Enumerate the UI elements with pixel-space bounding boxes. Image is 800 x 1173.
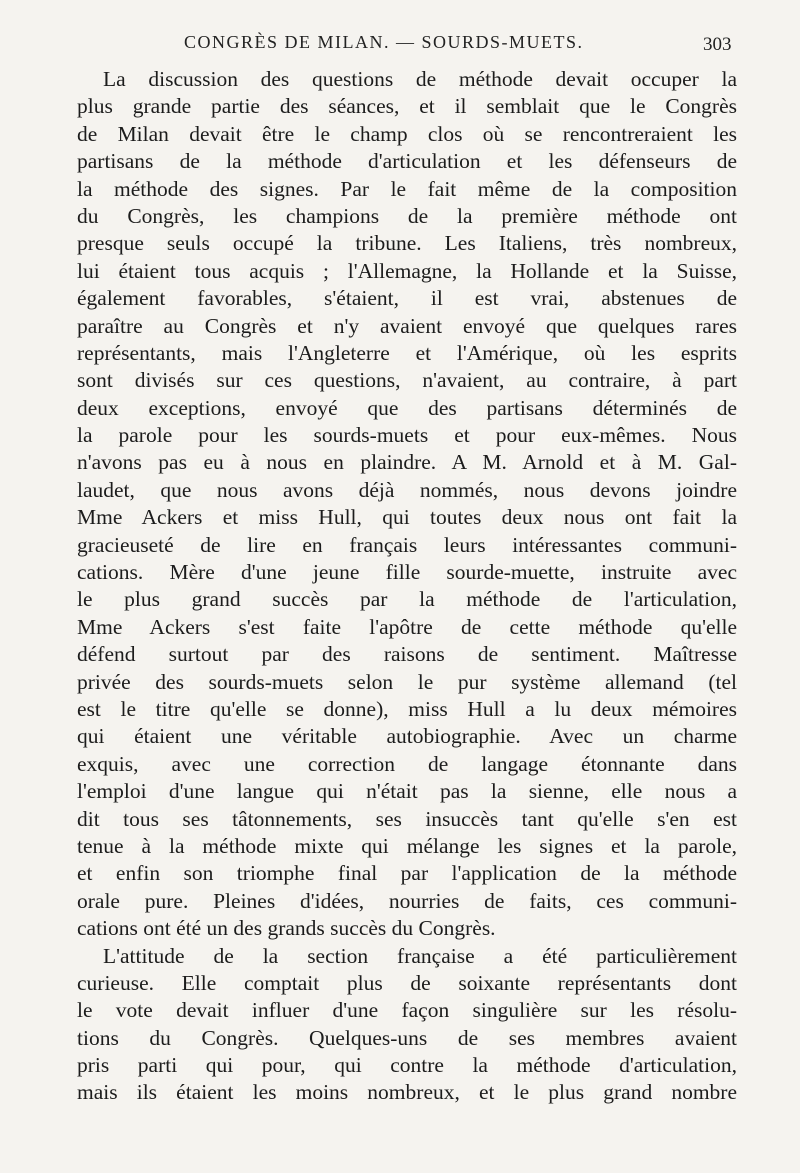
text-line: tions du Congrès. Quelques-uns de ses membres avaient	[77, 1025, 737, 1050]
text-line: curieuse. Elle comptait plus de soixante représentants dont	[77, 970, 737, 995]
text-line: de Milan devait être le champ clos où se rencontreraient les	[77, 121, 737, 146]
text-line: n'avons pas eu à nous en plaindre. A M. Arnold et à M. Gal-	[77, 450, 737, 475]
text-line: orale pure. Pleines d'idées, nourries de faits, ces communi-	[77, 888, 737, 913]
text-line: la parole pour les sourds-muets et pour eux-mêmes. Nous	[77, 423, 737, 448]
text-line: du Congrès, les champions de la première méthode ont	[77, 203, 737, 228]
text-line: partisans de la méthode d'articulation et les défenseurs de	[77, 149, 737, 174]
text-line: qui étaient une véritable autobiographie. Avec un charme	[77, 724, 737, 749]
text-line: et enfin son triomphe final par l'application de la méthode	[77, 861, 737, 886]
page-number: 303	[703, 34, 732, 55]
paragraph	[77, 66, 737, 943]
text-line: dit tous ses tâtonnements, ses insuccès tant qu'elle s'en est	[77, 806, 737, 831]
text-line: l'emploi d'une langue qui n'était pas la sienne, elle nous a	[77, 779, 737, 804]
text-line: représentants, mais l'Angleterre et l'Amérique, où les esprits	[77, 340, 737, 365]
body-text	[77, 66, 737, 1107]
text-line: défend surtout par des raisons de sentiment. Maîtresse	[77, 642, 737, 667]
text-line: L'attitude de la section française a été particulièrement	[103, 943, 737, 968]
text-line: sont divisés sur ces questions, n'avaient, au contraire, à part	[77, 368, 737, 393]
text-line: Mme Ackers et miss Hull, qui toutes deux nous ont fait la	[77, 505, 737, 530]
text-line: plus grande partie des séances, et il semblait que le Congrès	[77, 94, 737, 119]
text-line: Mme Ackers s'est faite l'apôtre de cette méthode qu'elle	[77, 614, 737, 639]
text-line: La discussion des questions de méthode devait occuper la	[103, 67, 737, 91]
page-header	[0, 32, 800, 60]
text-line: cations ont été un des grands succès du Congrès.	[77, 916, 496, 941]
text-line: également favorables, s'étaient, il est vrai, abstenues de	[77, 286, 737, 311]
text-line: presque seuls occupé la tribune. Les Italiens, très nombreux,	[77, 231, 737, 256]
text-line: le plus grand succès par la méthode de l'articulation,	[77, 587, 737, 612]
text-line: tenue à la méthode mixte qui mélange les signes et la parole,	[77, 833, 737, 858]
text-line: pris parti qui pour, qui contre la méthode d'articulation,	[77, 1053, 737, 1078]
text-line: mais ils étaient les moins nombreux, et le plus grand nombre	[77, 1080, 737, 1105]
text-line: la méthode des signes. Par le fait même de la composition	[77, 176, 737, 201]
text-line: laudet, que nous avons déjà nommés, nous devons joindre	[77, 477, 737, 502]
paragraph	[77, 943, 737, 1107]
text-line: est le titre qu'elle se donne), miss Hull a lu deux mémoires	[77, 696, 737, 721]
text-line: lui étaient tous acquis ; l'Allemagne, la Hollande et la Suisse,	[77, 258, 737, 283]
text-line: gracieuseté de lire en français leurs intéressantes communi-	[77, 532, 737, 557]
text-line: le vote devait influer d'une façon singulière sur les résolu-	[77, 998, 737, 1023]
text-line: privée des sourds-muets selon le pur système allemand (tel	[77, 669, 737, 694]
running-title: CONGRÈS DE MILAN. — SOURDS-MUETS.	[184, 32, 584, 52]
text-line: paraître au Congrès et n'y avaient envoyé que quelques rares	[77, 313, 737, 338]
text-line: deux exceptions, envoyé que des partisans déterminés de	[77, 395, 737, 420]
text-line: exquis, avec une correction de langage étonnante dans	[77, 751, 737, 776]
text-line: cations. Mère d'une jeune fille sourde-muette, instruite avec	[77, 560, 737, 585]
